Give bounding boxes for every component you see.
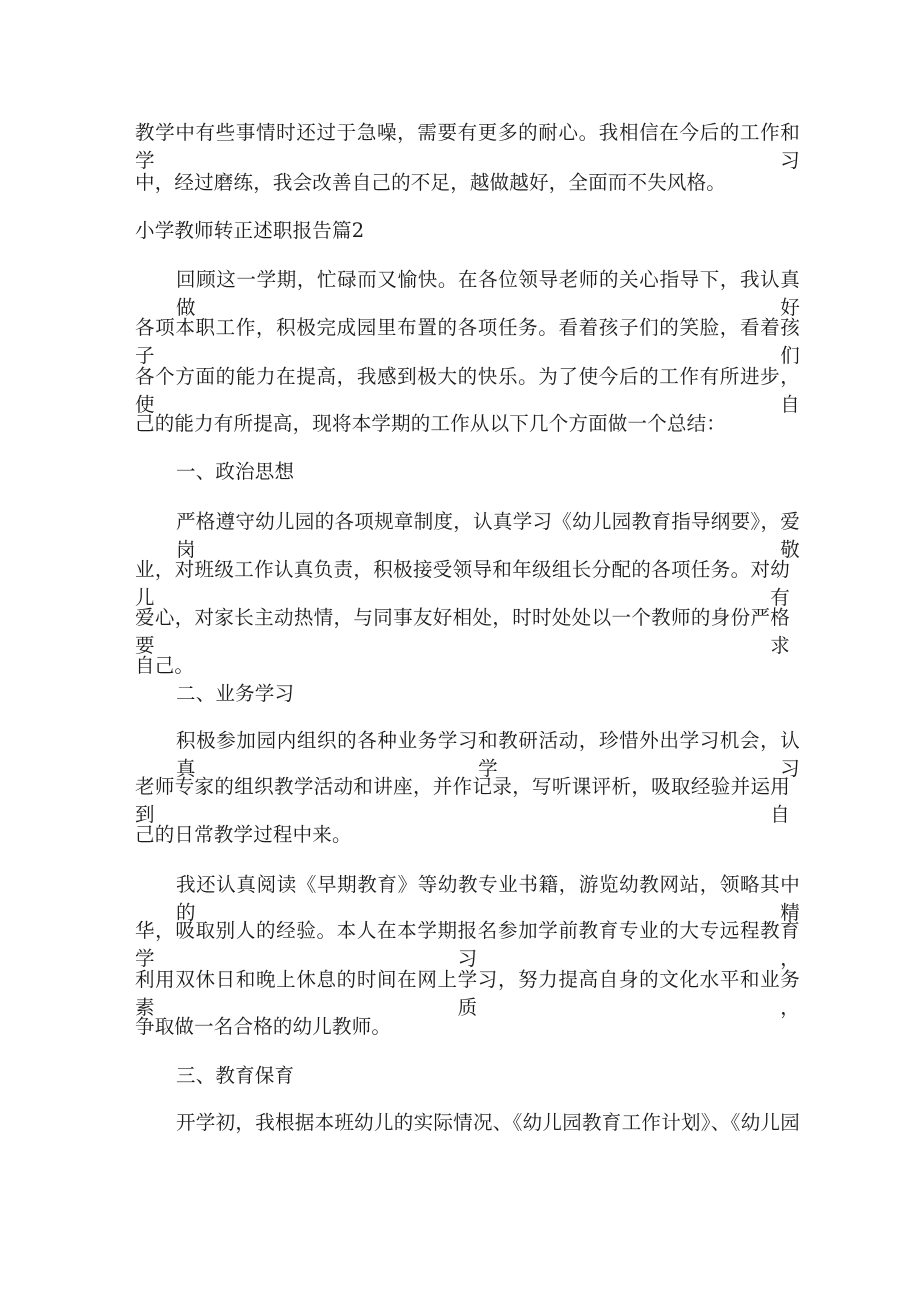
subheading-political: 一、政治思想 <box>176 460 295 483</box>
paragraph-line: 教学中有些事情时还过于急噪，需要有更多的耐心。我相信在今后的工作和学习 <box>135 121 800 172</box>
paragraph-line: 业，对班级工作认真负责，积极接受领导和年级组长分配的各项任务。对幼儿有 <box>135 558 790 609</box>
section-title: 小学教师转正述职报告篇2 <box>135 219 365 242</box>
paragraph-line: 各个方面的能力在提高，我感到极大的快乐。为了使今后的工作有所进步，使自 <box>135 365 800 416</box>
paragraph-line: 我还认真阅读《早期教育》等幼教专业书籍，游览幼教网站，领略其中的精 <box>176 873 800 924</box>
paragraph-line: 自己。 <box>135 654 195 677</box>
paragraph-line: 己的日常教学过程中来。 <box>135 823 352 846</box>
paragraph-line: 利用双休日和晚上休息的时间在网上学习，努力提高自身的文化水平和业务素质， <box>135 968 800 1019</box>
subheading-study: 二、业务学习 <box>176 682 295 705</box>
paragraph-line: 爱心，对家长主动热情，与同事友好相处，时时处处以一个教师的身份严格要求 <box>135 606 790 657</box>
paragraph-line: 开学初，我根据本班幼儿的实际情况、《幼儿园教育工作计划》、《幼儿园 <box>176 1111 800 1134</box>
paragraph-line: 中，经过磨练，我会改善自己的不足，越做越好，全面而不失风格。 <box>135 171 727 194</box>
paragraph-line: 己的能力有所提高，现将本学期的工作从以下几个方面做一个总结： <box>135 412 727 435</box>
paragraph-line: 积极参加园内组织的各种业务学习和教研活动，珍惜外出学习机会，认真学习 <box>176 729 800 780</box>
subheading-education: 三、教育保育 <box>176 1064 295 1087</box>
paragraph-line: 华，吸取别人的经验。本人在本学期报名参加学前教育专业的大专远程教育学习， <box>135 919 800 970</box>
paragraph-line: 回顾这一学期，忙碌而又愉快。在各位领导老师的关心指导下，我认真做好 <box>176 268 800 319</box>
paragraph-line: 各项本职工作，积极完成园里布置的各项任务。看着孩子们的笑脸，看着孩子们 <box>135 316 800 367</box>
paragraph-line: 争取做一名合格的幼儿教师。 <box>135 1015 392 1038</box>
paragraph-line: 严格遵守幼儿园的各项规章制度，认真学习《幼儿园教育指导纲要》，爱岗敬 <box>176 510 800 561</box>
paragraph-line: 老师专家的组织教学活动和讲座，并作记录，写听课评析，吸取经验并运用到自 <box>135 775 790 826</box>
